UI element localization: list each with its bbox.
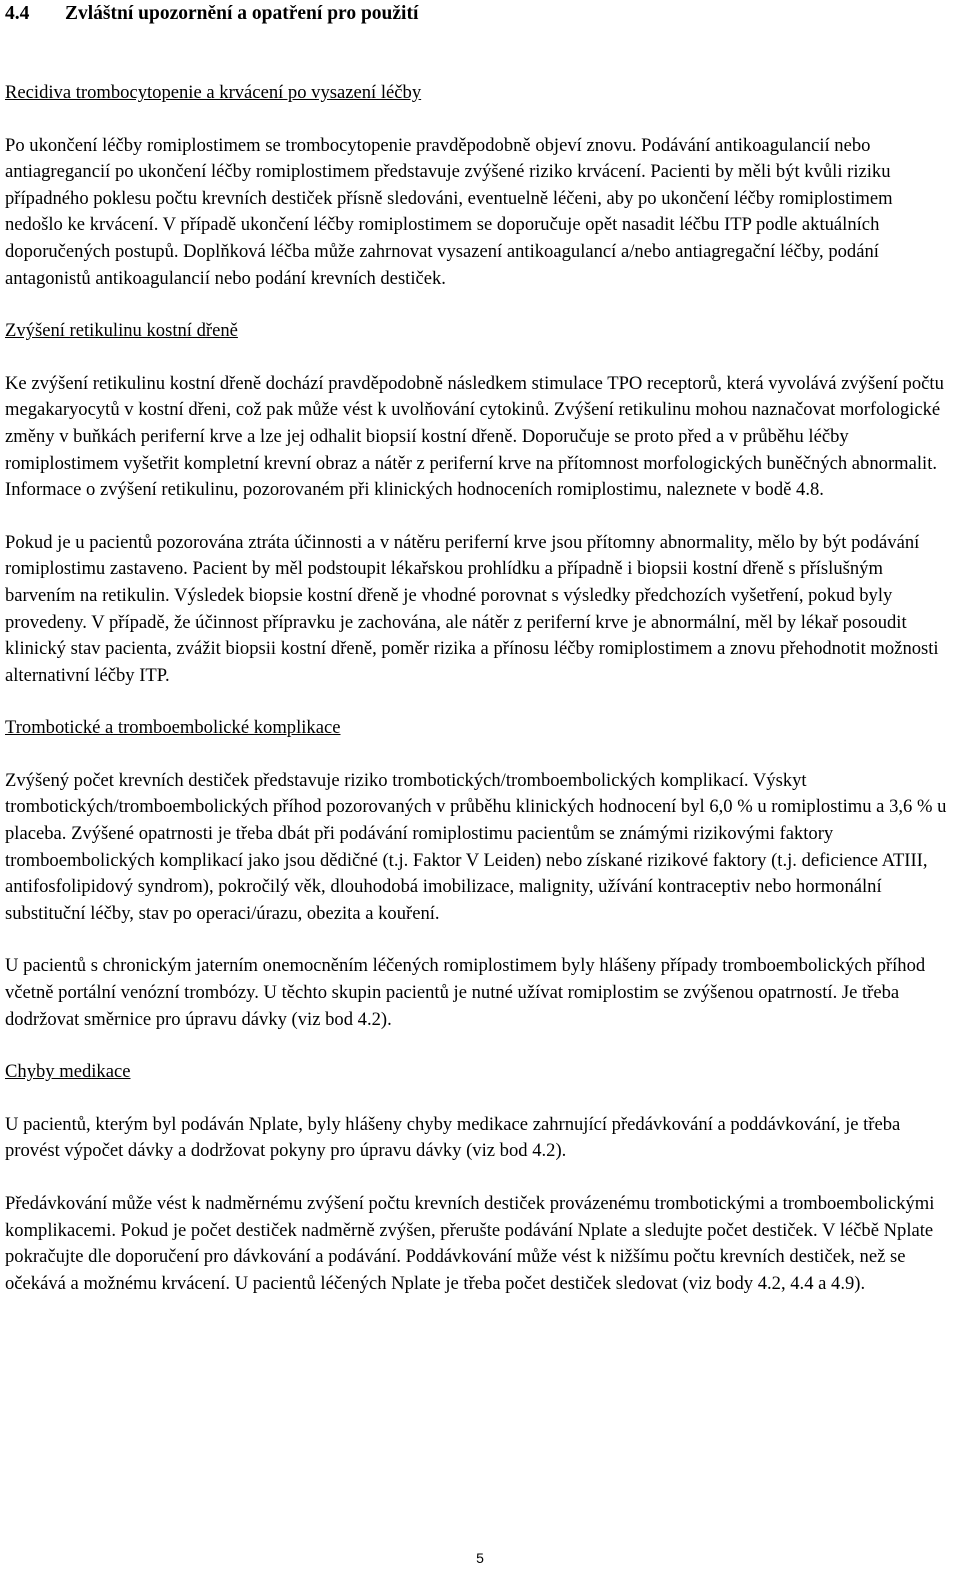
paragraph-tromboticke-1: Zvýšený počet krevních destiček představuje riziko trombotických/tromboembolických komplikací. Výskyt trombotických/tromboembolických příhod pozorovaných v průběhu klinických hodnocení byl 6,0 % u romiplostimu a 3,6 % u placeba. Zvýšené opatrnosti je třeba dbát při podávání romiplostimu pacientům se známými rizikovými faktory tromboembolických komplikací jako jsou dědičné (t.j. Faktor V Leiden) nebo získané rizikové faktory (t.j. deficience ATIII, antifosfolipidový syndrom), pokročilý věk, dlouhodobá imobilizace, malignity, užívání kontraceptiv nebo hormonální substituční léčby, stav po operaci/úrazu, obezita a kouření.: [5, 769, 947, 924]
subheading-retikulin: Zvýšení retikulinu kostní dřeně: [5, 320, 238, 342]
section-heading: [5, 0, 950, 28]
section-title: Zvláštní upozornění a opatření pro použití: [65, 3, 419, 24]
document-page: [5, 0, 950, 1297]
paragraph-chyby-1: U pacientů, kterým byl podáván Nplate, byly hlášeny chyby medikace zahrnující předávkování a poddávkování, je třeba provést výpočet dávky a dodržovat pokyny pro úpravu dávky (viz bod 4.2).: [5, 1113, 901, 1162]
paragraph-retikulin-2: Pokud je u pacientů pozorována ztráta účinnosti a v nátěru periferní krve jsou přítomny abnormality, mělo by být podávání romiplostimu zastaveno. Pacient by měl podstoupit lékařskou prohlídku a případně i biopsii kostní dřeně s příslušným barvením na retikulin. Výsledek biopsie kostní dřeně je vhodné porovnat s výsledky předchozích vyšetření, pokud byly provedeny. V případě, že účinnost přípravku je zachována, ale nátěr z periferní krve je abnormální, měl by lékař posoudit klinický stav pacienta, zvážit biopsii kostní dřeně, poměr rizika a přínosu léčby romiplostimem a znovu přehodnotit možnosti alternativní léčby ITP.: [5, 531, 939, 686]
paragraph-tromboticke-2: U pacientů s chronickým jaterním onemocněním léčených romiplostimem byly hlášeny případy tromboembolických příhod včetně portální venózní trombózy. U těchto skupin pacientů je nutné užívat romiplostim se zvýšenou opatrností. Je třeba dodržovat směrnice pro úpravu dávky (viz bod 4.2).: [5, 955, 926, 1030]
section-number: 4.4: [5, 3, 30, 24]
subheading-recidiva: Recidiva trombocytopenie a krvácení po vysazení léčby: [5, 82, 422, 103]
paragraph-retikulin-1: Ke zvýšení retikulinu kostní dřeně dochází pravděpodobně následkem stimulace TPO receptorů, která vyvolává zvýšení počtu megakaryocytů v kostní dřeni, což pak může vést k uvolňování cytokinů. Zvýšení retikulinu mohou naznačovat morfologické změny v buňkách periferní krve a lze jej odhalit biopsií kostní dřeně. Doporučuje se proto před a v průběhu léčby romiplostimem vyšetřit kompletní krevní obraz a nátěr z periferní krve na přítomnost morfologických buněčných abnormalit. Informace o zvýšení retikulinu, pozorovaném při klinických hodnoceních romiplostimu, naleznete v bodě 4.8.: [5, 372, 944, 501]
subheading-tromboticke: Trombotické a tromboembolické komplikace: [5, 717, 341, 739]
paragraph-recidiva: Po ukončení léčby romiplostimem se trombocytopenie pravděpodobně objeví znovu. Podávání antikoagulancií nebo antiagregancií po ukončení léčby romiplostimem představuje zvýšené riziko krvácení. Pacienti by měli být kvůli riziku případného poklesu počtu krevních destiček přísně sledováni, eventuelně léčeni, aby po ukončení léčby romiplostimem nedošlo ke krvácení. V případě ukončení léčby romiplostimem se doporučuje opět nasadit léčbu ITP podle aktuálních doporučených postupů. Doplňková léčba může zahrnovat vysazení antikoagulancí a/nebo antiagregační léčby, podání antagonistů antikoagulancií nebo podání krevních destiček.: [5, 134, 893, 289]
page-number: 5: [476, 1550, 484, 1566]
subheading-chyby-medikace: Chyby medikace: [5, 1061, 131, 1083]
paragraph-chyby-2: Předávkování může vést k nadměrnému zvýšení počtu krevních destiček provázenému trombotickými a tromboembolickými komplikacemi. Pokud je počet destiček nadměrně zvýšen, přerušte podávání Nplate a sledujte počet destiček. V léčbě Nplate pokračujte dle doporučení pro dávkování a podávání. Poddávkování může vést k nižšímu počtu krevních destiček, než se očekává a možnému krvácení. U pacientů léčených Nplate je třeba počet destiček sledovat (viz body 4.2, 4.4 a 4.9).: [5, 1193, 935, 1294]
